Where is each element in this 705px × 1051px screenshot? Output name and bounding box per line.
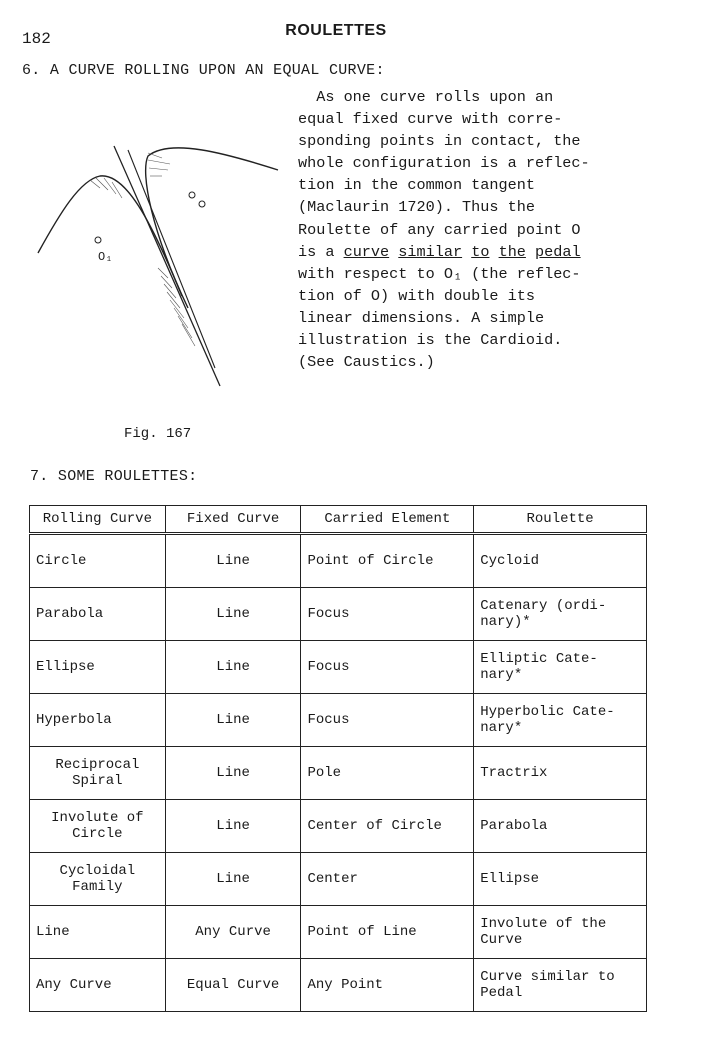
fixed-curve <box>38 176 182 296</box>
underlined-word: curve <box>343 242 390 261</box>
table-cell: Line <box>30 906 166 959</box>
table-body <box>30 534 647 1012</box>
table-cell: Pole <box>301 747 474 800</box>
table-cell: Line <box>165 641 301 694</box>
point-o-right-marker <box>189 192 195 198</box>
point-o1-left-label: O₁ <box>98 250 113 264</box>
table-cell: Any Point <box>301 959 474 1012</box>
page-number: 182 <box>22 30 51 48</box>
table-row <box>30 694 647 747</box>
table-row <box>30 534 647 588</box>
body-line-underlined <box>298 241 658 263</box>
body-line: Roulette of any carried point O <box>298 220 581 239</box>
table-cell: Tractrix <box>474 747 647 800</box>
underlined-word: to <box>471 242 490 261</box>
table-cell: Line <box>165 747 301 800</box>
body-line: equal fixed curve with corre- <box>298 110 563 129</box>
body-line: tion of O) with double its <box>298 286 535 305</box>
table-cell: Catenary (ordi- nary)* <box>474 588 647 641</box>
point-o1-right-marker <box>199 201 205 207</box>
body-line: tion in the common tangent <box>298 176 535 195</box>
table-cell: Ellipse <box>474 853 647 906</box>
figure-167-rolling-curves <box>30 138 290 398</box>
table-cell: Any Curve <box>30 959 166 1012</box>
table-cell: Focus <box>301 694 474 747</box>
table-row <box>30 906 647 959</box>
table-cell: Elliptic Cate- nary* <box>474 641 647 694</box>
tangent-line <box>114 146 220 386</box>
table-cell: Line <box>165 853 301 906</box>
table-row <box>30 853 647 906</box>
text-run <box>526 243 535 261</box>
table-cell: Line <box>165 534 301 588</box>
section-7-heading: 7. SOME ROULETTES: <box>30 468 198 485</box>
table-cell: Point of Line <box>301 906 474 959</box>
table-cell: Line <box>165 588 301 641</box>
table-cell: Parabola <box>30 588 166 641</box>
body-line: whole configuration is a reflec- <box>298 154 590 173</box>
table-cell: Line <box>165 694 301 747</box>
table-row <box>30 747 647 800</box>
rolling-curve <box>146 148 278 308</box>
body-line: (Maclaurin 1720). Thus the <box>298 198 535 217</box>
table-header-row <box>30 506 647 534</box>
roulettes-table <box>29 505 647 1012</box>
table-cell: Hyperbolic Cate- nary* <box>474 694 647 747</box>
table-row <box>30 641 647 694</box>
table-cell: Cycloidal Family <box>30 853 166 906</box>
table-cell: Center <box>301 853 474 906</box>
table-cell: Parabola <box>474 800 647 853</box>
text-run: is a <box>298 242 344 261</box>
underlined-word: similar <box>398 242 463 261</box>
body-line: sponding points in contact, the <box>298 132 581 151</box>
table-row <box>30 588 647 641</box>
table-cell: Hyperbola <box>30 694 166 747</box>
body-line: with respect to O₁ (the reflec- <box>298 264 581 283</box>
body-line: (See Caustics.) <box>298 353 435 372</box>
table-cell: Point of Circle <box>301 534 474 588</box>
table-cell: Reciprocal Spiral <box>30 747 166 800</box>
table-row <box>30 959 647 1012</box>
table-row <box>30 800 647 853</box>
column-header: Carried Element <box>301 506 474 534</box>
table-cell: Involute of the Curve <box>474 906 647 959</box>
running-head: ROULETTES <box>285 22 387 39</box>
table-cell: Equal Curve <box>165 959 301 1012</box>
text-run <box>462 243 471 261</box>
table-cell: Involute of Circle <box>30 800 166 853</box>
body-line: As one curve rolls upon an <box>298 88 554 106</box>
text-run <box>389 243 398 261</box>
figure-caption: Fig. 167 <box>124 426 192 442</box>
section-6-body <box>298 86 658 373</box>
table-cell: Curve similar to Pedal <box>474 959 647 1012</box>
column-header: Rolling Curve <box>30 506 166 534</box>
table-cell: Any Curve <box>165 906 301 959</box>
table-cell: Focus <box>301 641 474 694</box>
underlined-word: pedal <box>535 242 581 261</box>
tangent-line <box>128 150 215 368</box>
body-line: linear dimensions. A simple <box>298 308 545 327</box>
point-o-left-marker <box>95 237 101 243</box>
table-cell: Ellipse <box>30 641 166 694</box>
underlined-word: the <box>498 242 526 261</box>
section-6-heading: 6. A CURVE ROLLING UPON AN EQUAL CURVE: <box>22 62 385 79</box>
table-cell: Center of Circle <box>301 800 474 853</box>
column-header: Roulette <box>474 506 647 534</box>
table-cell: Focus <box>301 588 474 641</box>
column-header: Fixed Curve <box>165 506 301 534</box>
table-cell: Cycloid <box>474 534 647 588</box>
table-cell: Circle <box>30 534 166 588</box>
table-cell: Line <box>165 800 301 853</box>
text-run <box>489 243 498 261</box>
body-line: illustration is the Cardioid. <box>298 331 563 350</box>
